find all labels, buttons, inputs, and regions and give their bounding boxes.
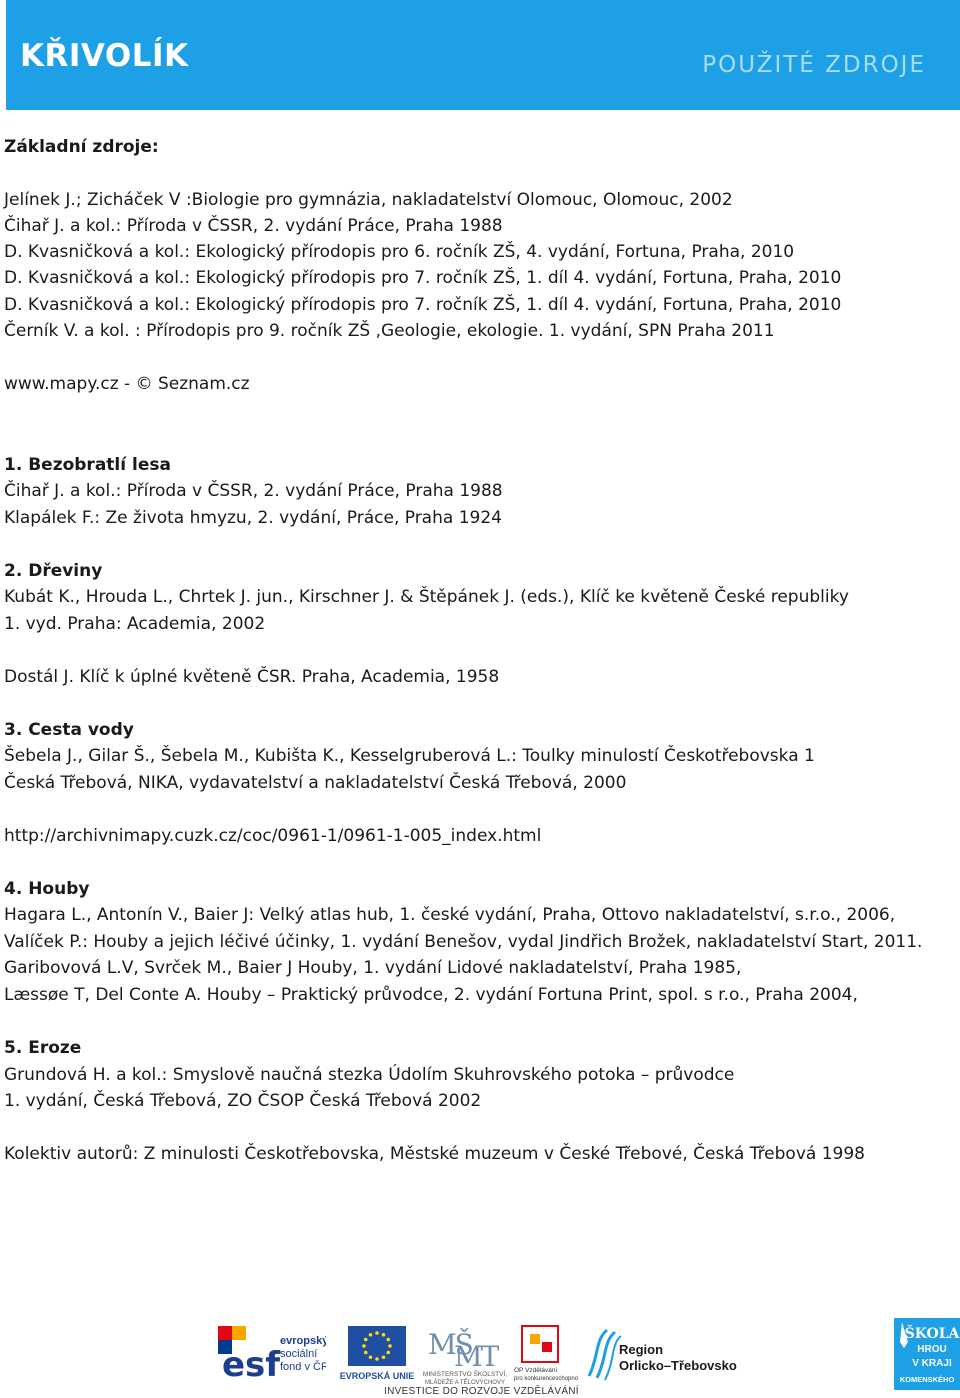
svg-text:MT: MT [454,1340,498,1373]
eu-star [362,1344,366,1348]
section-heading: 2. Dřeviny [4,561,103,581]
source-line: Kolektiv autorů: Z minulosti Českotřebovska, Městské muzeum v České Třebové, Česká Třebová 1998 [4,1144,865,1164]
header-banner [6,0,960,110]
source-line: D. Kvasničková a kol.: Ekologický přírodopis pro 7. ročník ZŠ, 1. díl 4. vydání, Fortuna, Praha, 2010 [4,268,842,288]
source-line: Šebela J., Gilar Š., Šebela M., Kubišta K., Kesselgruberová L.: Toulky minulostí Českotřebovska 1 [4,746,815,766]
footer-logos [0,1318,960,1398]
source-line: Grundová H. a kol.: Smyslově naučná stezka Údolím Skuhrovského potoka – průvodce [4,1065,735,1085]
msmt-line2: MLÁDEŽE A TĚLOVÝCHOVY [425,1380,505,1386]
eu-star [369,1355,373,1359]
esf-big-text: esf [222,1345,281,1382]
region-logo [585,1326,755,1382]
eu-star [386,1338,390,1342]
skola-line4: KOMENSKÉHO [899,1375,955,1384]
op-line2: pro konkurenceschopnost [514,1376,578,1382]
source-line: Hagara L., Antonín V., Baier J: Velký atlas hub, 1. české vydání, Praha, Ottovo nakladatelství, s.r.o., 2006, [4,905,896,925]
eu-star [382,1355,386,1359]
esf-line1: evropský [280,1335,326,1347]
source-line: Černík V. a kol. : Přírodopis pro 9. ročník ZŠ ,Geologie, ekologie. 1. vydání, SPN Praha 2011 [4,321,775,341]
op-logo [512,1324,578,1384]
msmt-line1: MINISTERSTVO ŠKOLSTVÍ, [422,1371,508,1378]
eu-star [375,1331,379,1335]
skola-hrou-logo [894,1318,960,1390]
section-heading: Základní zdroje: [4,137,159,157]
skola-line2: HROU [917,1344,947,1355]
source-line: Klapálek F.: Ze života hmyzu, 2. vydání, Práce, Praha 1924 [4,508,502,528]
source-line: Čihař J. a kol.: Příroda v ČSSR, 2. vydání Práce, Praha 1988 [4,481,503,501]
esf-logo [218,1326,326,1382]
esf-line3: fond v ČR [280,1361,326,1373]
source-line: Garibovová L.V, Svrček M., Baier J Houby, 1. vydání Lidové nakladatelství, Praha 1985, [4,958,742,978]
source-line: 1. vydání, Česká Třebová, ZO ČSOP Česká Třebová 2002 [4,1091,482,1111]
op-line1: OP Vzdělávání [514,1367,558,1374]
source-line: Česká Třebová, NIKA, vydavatelství a nakladatelství Česká Třebová, 2000 [4,773,627,793]
msmt-logo [422,1322,508,1386]
source-line: Kubát K., Hrouda L., Chrtek J. jun., Kirschner J. & Štěpánek J. (eds.), Klíč ke květeně České republiky [4,587,849,607]
source-line: Čihař J. a kol.: Příroda v ČSSR, 2. vydání Práce, Praha 1988 [4,216,503,236]
source-line: Valíček P.: Houby a jejich léčivé účinky, 1. vydání Benešov, vydal Jindřich Brožek, nakladatelství Start, 2011. [4,932,923,952]
eu-star [364,1351,368,1355]
section-heading: 3. Cesta vody [4,720,134,740]
source-line: Læssøe T, Del Conte A. Houby – Praktický průvodce, 2. vydání Fortuna Print, spol. s r.o., Praha 2004, [4,985,858,1005]
eu-star [369,1333,373,1337]
source-line: D. Kvasničková a kol.: Ekologický přírodopis pro 7. ročník ZŠ, 1. díl 4. vydání, Fortuna, Praha, 2010 [4,295,842,315]
eu-star [388,1344,392,1348]
source-line: D. Kvasničková a kol.: Ekologický přírodopis pro 6. ročník ZŠ, 4. vydání, Fortuna, Praha, 2010 [4,242,795,262]
eu-flag-logo [332,1326,422,1382]
eu-star [364,1338,368,1342]
source-line: http://archivnimapy.cuzk.cz/coc/0961-1/0961-1-005_index.html [4,826,542,846]
region-line1: Region [619,1342,664,1357]
svg-text:MŠ: MŠ [428,1328,472,1361]
region-line2: Orlicko–Třebovsko [619,1358,737,1373]
eu-caption: EVROPSKÁ UNIE [339,1371,415,1381]
skola-line1: ŠKOLA [904,1326,960,1342]
source-line: www.mapy.cz - © Seznam.cz [4,374,250,394]
page-subtitle: POUŽITÉ ZDROJE [702,52,926,78]
source-line: Dostál J. Klíč k úplné květeně ČSR. Praha, Academia, 1958 [4,667,500,687]
section-heading: 1. Bezobratlí lesa [4,455,171,475]
section-heading: 4. Houby [4,879,90,899]
section-heading: 5. Eroze [4,1038,82,1058]
esf-line2: sociální [280,1348,318,1360]
eu-star [375,1357,379,1361]
eu-star [386,1351,390,1355]
investice-caption: INVESTICE DO ROZVOJE VZDĚLÁVÁNÍ [384,1386,579,1397]
page-title: KŘIVOLÍK [20,38,189,74]
skola-line3: V KRAJI [912,1358,952,1369]
eu-star [382,1333,386,1337]
source-line: Jelínek J.; Zicháček V :Biologie pro gymnázia, nakladatelství Olomouc, Olomouc, 2002 [4,190,733,210]
source-line: 1. vyd. Praha: Academia, 2002 [4,614,266,634]
